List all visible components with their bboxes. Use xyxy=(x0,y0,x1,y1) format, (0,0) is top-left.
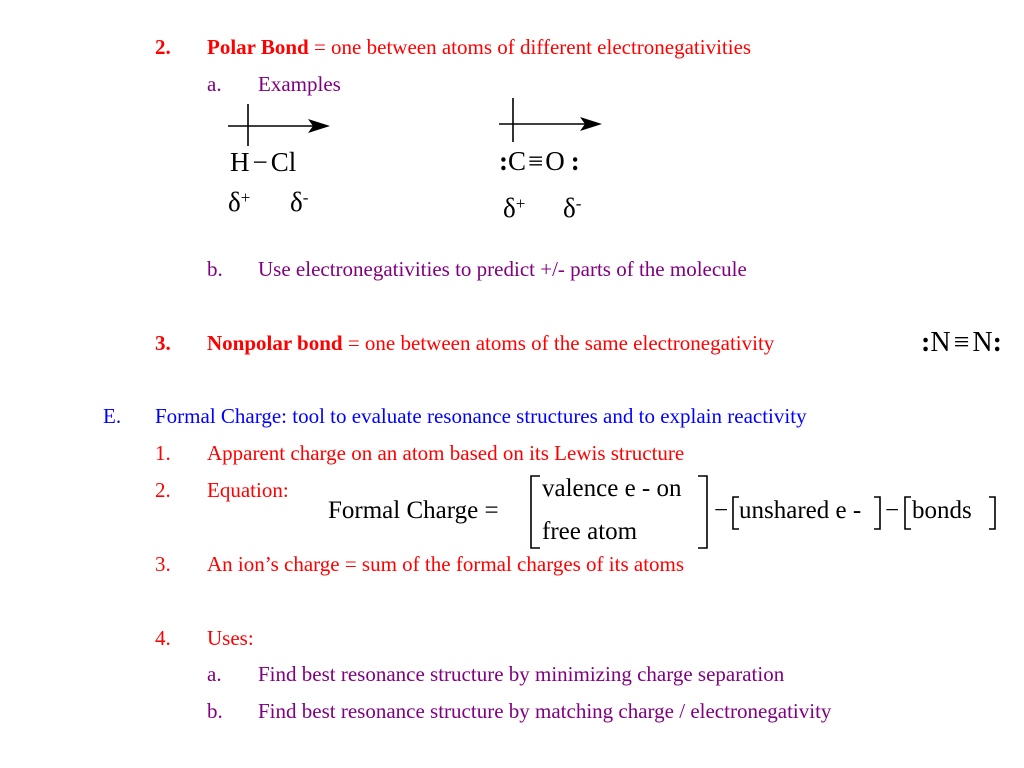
carbon-atom: C xyxy=(508,146,527,176)
list-marker: b. xyxy=(207,257,223,281)
section-heading: Formal Charge: tool to evaluate resonance structures and to explain reactivity xyxy=(155,404,807,428)
dipole-arrow-icon xyxy=(497,96,607,146)
polar-bond-definition: = one between atoms of different electronegativities xyxy=(308,35,752,59)
minus-sign: − xyxy=(714,497,729,524)
polar-bond-term: Polar Bond xyxy=(207,35,309,59)
chlorine-atom: Cl xyxy=(270,147,297,177)
nonpolar-bond-term: Nonpolar bond xyxy=(207,331,343,355)
list-marker: a. xyxy=(207,72,222,96)
partial-positive-charge: δ+ xyxy=(228,187,251,217)
minus-sign: − xyxy=(885,497,900,524)
equation-lhs: Formal Charge = xyxy=(328,497,499,524)
bonds: bonds xyxy=(912,497,972,524)
equation-denominator: free atom xyxy=(542,518,638,545)
lone-pair-icon: : xyxy=(499,146,508,176)
right-bracket-icon xyxy=(988,495,998,531)
co-dipole-diagram xyxy=(497,96,637,226)
triple-bond: ≡ xyxy=(953,327,970,358)
oxygen-atom: O xyxy=(545,146,565,176)
partial-negative-charge: δ- xyxy=(290,187,309,217)
partial-positive-charge: δ+ xyxy=(503,193,526,223)
list-number: 3. xyxy=(155,331,171,355)
triple-bond: ≡ xyxy=(528,146,544,176)
section-letter: E. xyxy=(103,404,122,428)
lone-pair-icon: : xyxy=(921,327,931,358)
formal-charge-equation xyxy=(328,472,1018,552)
right-bracket-icon xyxy=(696,474,710,550)
single-bond: − xyxy=(252,147,268,177)
predict-text: Use electronegativities to predict +/- parts of the molecule xyxy=(258,257,747,281)
n2-molecule xyxy=(921,326,1024,362)
examples-label: Examples xyxy=(258,72,341,96)
lone-pair-icon: : xyxy=(570,146,580,176)
nitrogen-atom: N xyxy=(930,327,951,358)
right-bracket-icon xyxy=(873,495,883,531)
lone-pair-icon: : xyxy=(992,327,1002,358)
left-bracket-icon xyxy=(902,495,912,531)
list-number: 2. xyxy=(155,35,171,59)
unshared-electrons: unshared e - xyxy=(739,497,862,524)
nonpolar-bond-definition: = one between atoms of the same electronegativity xyxy=(342,331,775,355)
dipole-arrow-icon xyxy=(226,102,336,152)
equation-numerator: valence e - on xyxy=(542,475,682,502)
nitrogen-atom: N xyxy=(972,327,993,358)
hydrogen-atom: H xyxy=(230,147,250,177)
partial-negative-charge: δ- xyxy=(563,193,582,223)
hcl-dipole-diagram xyxy=(226,102,346,222)
left-bracket-icon xyxy=(528,474,542,550)
